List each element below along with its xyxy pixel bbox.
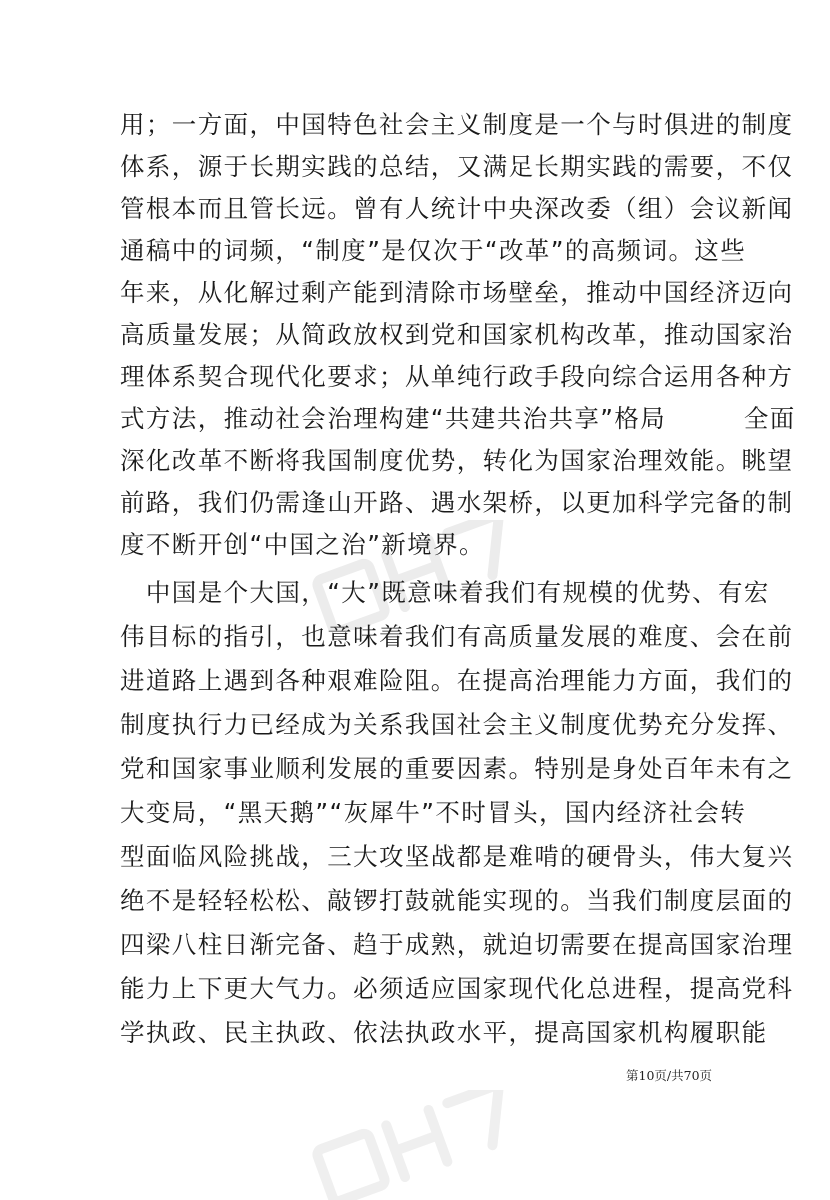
text-line: 中国是个大国，“大”既意味着我们有规模的优势、有宏 — [120, 578, 770, 607]
page-number: 第10页/共70页 — [626, 1068, 713, 1083]
text-line: 前路，我们仍需逢山开路、遇水架桥，以更加科学完备的制 — [120, 488, 794, 517]
watermark-logo-bottom — [300, 1090, 540, 1200]
text-line: 党和国家事业顺利发展的重要因素。特别是身处百年未有之 — [120, 754, 794, 783]
text-line: 大变局，“黑天鹅”“灰犀牛”不时冒头，国内经济社会转 — [120, 798, 747, 827]
text-line: 式方法，推动社会治理构建“共建共治共享”格局 全面 — [120, 404, 796, 433]
text-line: 绝不是轻轻松松、敲锣打鼓就能实现的。当我们制度层面的 — [120, 886, 794, 915]
text-line: 制度执行力已经成为关系我国社会主义制度优势充分发挥、 — [120, 710, 794, 739]
text-line: 伟目标的指引，也意味着我们有高质量发展的难度、会在前 — [120, 622, 794, 651]
text-line: 管根本而且管长远。曾有人统计中央深改委（组）会议新闻 — [120, 194, 794, 223]
text-line: 通稿中的词频，“制度”是仅次于“改革”的高频词。这些 — [120, 236, 747, 265]
text-line: 学执政、民主执政、依法执政水平，提高国家机构履职能 — [120, 1018, 768, 1047]
text-line: 高质量发展；从简政放权到党和国家机构改革，推动国家治 — [120, 320, 794, 349]
text-line: 体系，源于长期实践的总结，又满足长期实践的需要，不仅 — [120, 152, 794, 181]
text-line: 理体系契合现代化要求；从单纯行政手段向综合运用各种方 — [120, 362, 794, 391]
text-line: 四梁八柱日渐完备、趋于成熟，就迫切需要在提高国家治理 — [120, 930, 794, 959]
text-line: 能力上下更大气力。必须适应国家现代化总进程，提高党科 — [120, 974, 794, 1003]
text-line: 年来，从化解过剩产能到清除市场壁垒，推动中国经济迈向 — [120, 278, 794, 307]
text-line: 深化改革不断将我国制度优势，转化为国家治理效能。眺望 — [120, 446, 794, 475]
text-line: 度不断开创“中国之治”新境界。 — [120, 530, 485, 559]
text-line: 用；一方面，中国特色社会主义制度是一个与时俱进的制度 — [120, 110, 794, 139]
text-line: 进道路上遇到各种艰难险阻。在提高治理能力方面，我们的 — [120, 666, 794, 695]
text-line: 型面临风险挑战，三大攻坚战都是难啃的硬骨头，伟大复兴 — [120, 842, 794, 871]
